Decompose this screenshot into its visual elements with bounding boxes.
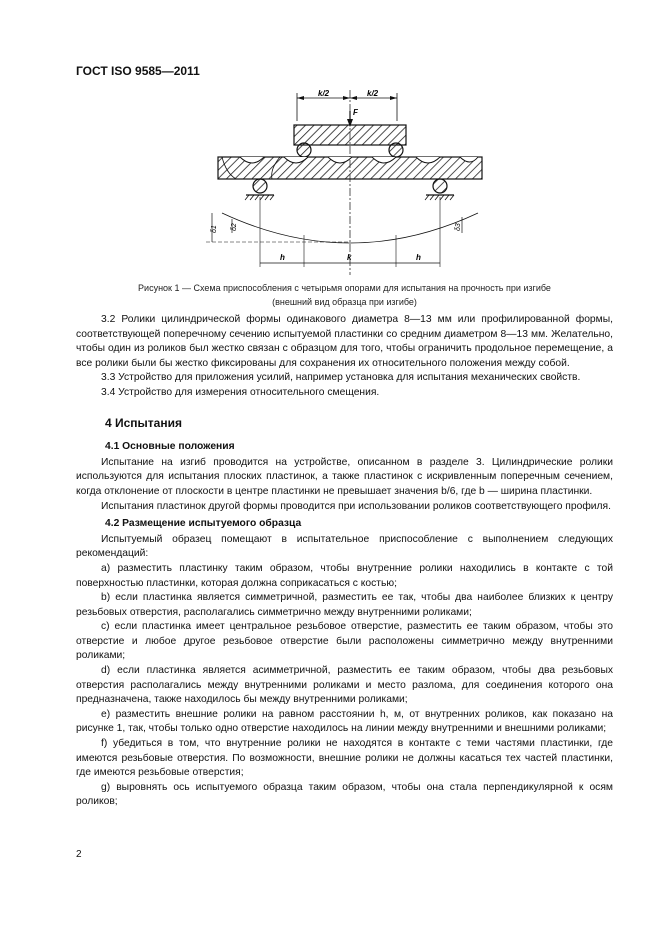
paragraph-3-3: 3.3 Устройство для приложения усилий, например установка для испытания механических свойств. bbox=[101, 372, 581, 384]
h-left-label: h bbox=[280, 253, 285, 262]
paragraph-3-2: 3.2 Ролики цилиндрической формы одинакового диаметра 8—13 мм или профилированной формы, соответствующей поперечному сечению испытуемой пластинки со средним диаметром 8—13 мм. Желательно, чтобы один из роликов был жестко связан с образцом для того, чтобы ограничить продольное перемещение, а все ролики были бы жестко фиксированы для сохранения их относительного положения между собой. bbox=[76, 314, 613, 369]
delta2-label: δ2 bbox=[231, 223, 238, 231]
figure-caption-line2: (внешний вид образца при изгибе) bbox=[272, 297, 417, 307]
paragraph-4-1b: Испытания пластинок другой формы проводится при использовании роликов соответствующего профиля. bbox=[101, 500, 611, 512]
h-right-label: h bbox=[416, 253, 421, 262]
list-item-c: с) если пластинка имеет центральное резьбовое отверстие, разместить ее таким образом, чтобы это отверстие и любое другое резьбовое отверстие были расположены симметрично между внутренними роликами; bbox=[76, 621, 613, 662]
figure-caption-line1: Рисунок 1 — Схема приспособления с четырьмя опорами для испытания на прочность при изгибе bbox=[138, 283, 551, 293]
paragraph-3-4: 3.4 Устройство для измерения относительного смещения. bbox=[101, 386, 380, 398]
list-item-e: е) разместить внешние ролики на равном расстоянии h, м, от внутренних роликов, как показано на рисунке 1, так, чтобы только одно отверстие находилось на линии между внутренними и внешними роликами; bbox=[76, 708, 613, 735]
document-header: ГОСТ ISO 9585—2011 bbox=[76, 64, 200, 78]
paragraph-4-2: Испытуемый образец помещают в испытательное приспособление с выполнением следующих рекомендаций: bbox=[76, 533, 613, 560]
delta1-label: δ1 bbox=[211, 225, 218, 233]
k-half-left-label: k/2 bbox=[318, 89, 330, 98]
list-item-b: b) если пластинка является симметричной, разместить ее так, чтобы два наиболее близких к центру резьбовых отверстия, располагались симметрично между внутренними роликами; bbox=[76, 592, 613, 618]
subsection-heading-4-1: 4.1 Основные положения bbox=[105, 441, 235, 453]
list-item-f: f) убедиться в том, что внутренние ролики не находятся в контакте с теми частями пластинки, где имеются резьбовые отверстия. По возможности, внешние ролики не должны касаться тех частей пластинки, где имеются резьбовые отверстия; bbox=[76, 738, 613, 779]
bending-test-figure bbox=[150, 85, 520, 275]
paragraph-4-1a: Испытание на изгиб проводится на устройстве, описанном в разделе 3. Цилиндрические ролики используются для испытания плоских пластинок, а также пластинок с искривленным поперечным сечением, когда отклонение от плоскости в центре пластинки не превышает значения b/6, где b — ширина пластинки. bbox=[76, 456, 613, 497]
force-label: F bbox=[353, 108, 358, 117]
section-heading-4: 4 Испытания bbox=[105, 415, 182, 430]
document-body bbox=[76, 313, 613, 810]
figure-caption bbox=[76, 281, 613, 309]
subsection-heading-4-2: 4.2 Размещение испытуемого образца bbox=[105, 518, 302, 530]
k-label: k bbox=[347, 253, 352, 262]
delta3-label: δ3 bbox=[455, 223, 462, 231]
k-half-right-label: k/2 bbox=[367, 89, 379, 98]
list-item-g: g) выровнять ось испытуемого образца таким образом, чтобы она стала перпендикулярной к осям роликов; bbox=[76, 781, 613, 808]
page-number: 2 bbox=[76, 849, 82, 860]
list-item-a: а) разместить пластинку таким образом, чтобы внутренние ролики находились в контакте с той поверхностью пластинки, которая должна соприкасаться с костью; bbox=[76, 562, 613, 589]
list-item-d: d) если пластинка является асимметричной, разместить ее таким образом, чтобы два резьбовых отверстия располагались между внутренними роликами и место разлома, для соединения которого она предназначена, также находилось бы между внутренними роликами; bbox=[76, 665, 613, 706]
